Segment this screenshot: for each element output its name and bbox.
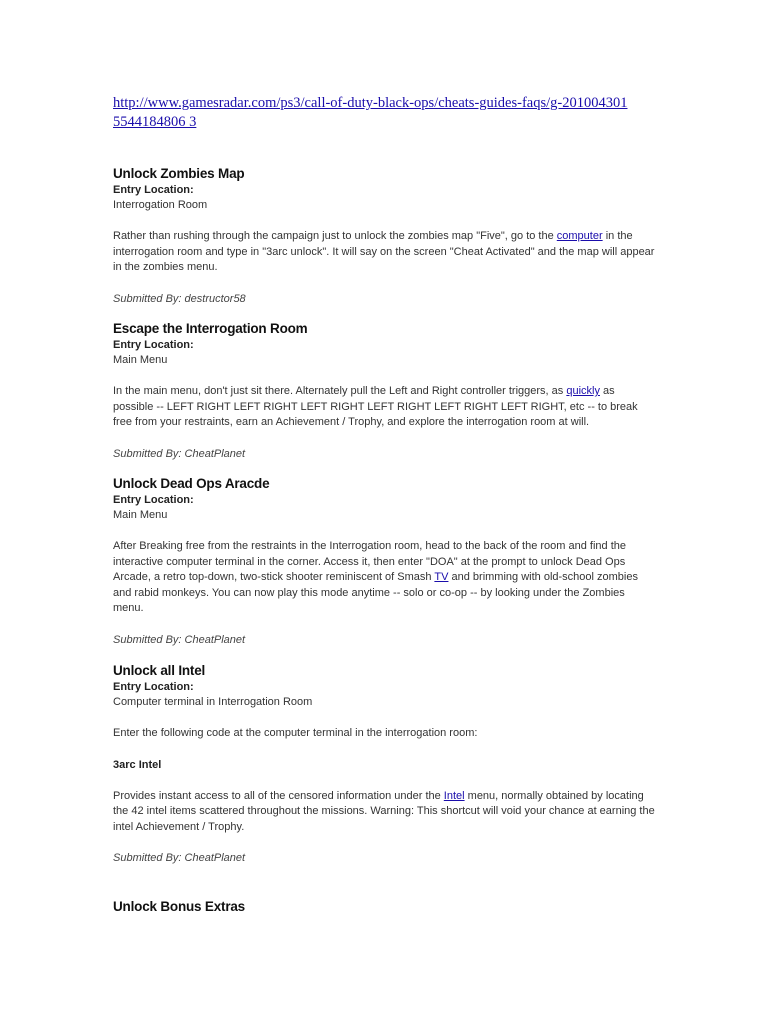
description-text: Rather than rushing through the campaign just to unlock the zombies map "Five", go to the (113, 230, 557, 242)
section-description (113, 539, 658, 617)
submitted-by: Submitted By: CheatPlanet (113, 633, 246, 646)
entry-location-value: Main Menu (113, 509, 168, 521)
section-unlock-all-intel (113, 662, 658, 866)
submitted-by: Submitted By: CheatPlanet (113, 852, 246, 864)
entry-location-label: Entry Location: (113, 494, 194, 506)
intel-link[interactable]: Intel (443, 789, 465, 802)
description-text: menu, normally obtained by locating the 42 intel items scattered throughout the missions. Warning: This shortcut will void your chance at earning the intel Achievement / Trophy. (113, 789, 655, 833)
section-instruction: Enter the following code at the computer terminal in the interrogation room: (113, 727, 478, 739)
computer-link[interactable]: computer (556, 230, 603, 242)
quickly-link[interactable]: quickly (566, 385, 600, 397)
section-title: Unlock Zombies Map (113, 166, 245, 181)
section-unlock-bonus-extras (113, 898, 658, 916)
submitted-by: Submitted By: destructor58 (113, 292, 246, 305)
description-text: and brimming with old-school zombies and rabid monkeys. You can now play this mode anytime -- solo or co-op -- by looking under the Zombies menu. (113, 571, 638, 614)
description-text: as possible -- LEFT RIGHT LEFT RIGHT LEFT RIGHT LEFT RIGHT LEFT RIGHT LEFT RIGHT, etc -- to break free from your restraints, earn an Achievement / Trophy, and explore the interrogation room at will. (113, 385, 638, 428)
description-text: In the main menu, don't just sit there. Alternately pull the Left and Right controller triggers, as (113, 385, 567, 397)
section-title: Unlock Dead Ops Aracde (113, 476, 270, 491)
entry-location-value: Computer terminal in Interrogation Room (113, 696, 313, 708)
section-description (113, 384, 658, 431)
section-title: Escape the Interrogation Room (113, 321, 308, 336)
section-title: Unlock all Intel (113, 663, 206, 678)
description-text: in the interrogation room and type in "3arc unlock". It will say on the screen "Cheat Activated" and the map will appear in the zombies menu. (113, 230, 655, 273)
description-text: After Breaking free from the restraints in the Interrogation room, head to the back of the room and find the interactive computer terminal in the corner. Access it, then enter "DOA" at the prompt to unlock Dead Ops Arcade, a retro top-down, two-stick shooter reminiscent of Smash (113, 540, 627, 583)
entry-location-value: Interrogation Room (113, 199, 208, 211)
section-description (113, 789, 658, 836)
section-unlock-zombies-map (113, 165, 658, 307)
entry-location-label: Entry Location: (113, 681, 194, 693)
section-title: Unlock Bonus Extras (113, 899, 245, 914)
section-unlock-dead-ops-arcade (113, 475, 658, 648)
tv-link[interactable]: TV (434, 571, 449, 583)
cheat-code: 3arc Intel (113, 758, 162, 771)
entry-location-value: Main Menu (113, 354, 168, 366)
description-text: Provides instant access to all of the censored information under the (113, 789, 444, 802)
section-escape-interrogation-room (113, 320, 658, 462)
submitted-by: Submitted By: CheatPlanet (113, 447, 246, 460)
entry-location-label: Entry Location: (113, 339, 194, 351)
section-description (113, 229, 658, 276)
entry-location-label: Entry Location: (113, 184, 194, 196)
source-url-link[interactable]: http://www.gamesradar.com/ps3/call-of-duty-black-ops/cheats-guides-faqs/g-2010043015544184806 3 (113, 95, 628, 130)
